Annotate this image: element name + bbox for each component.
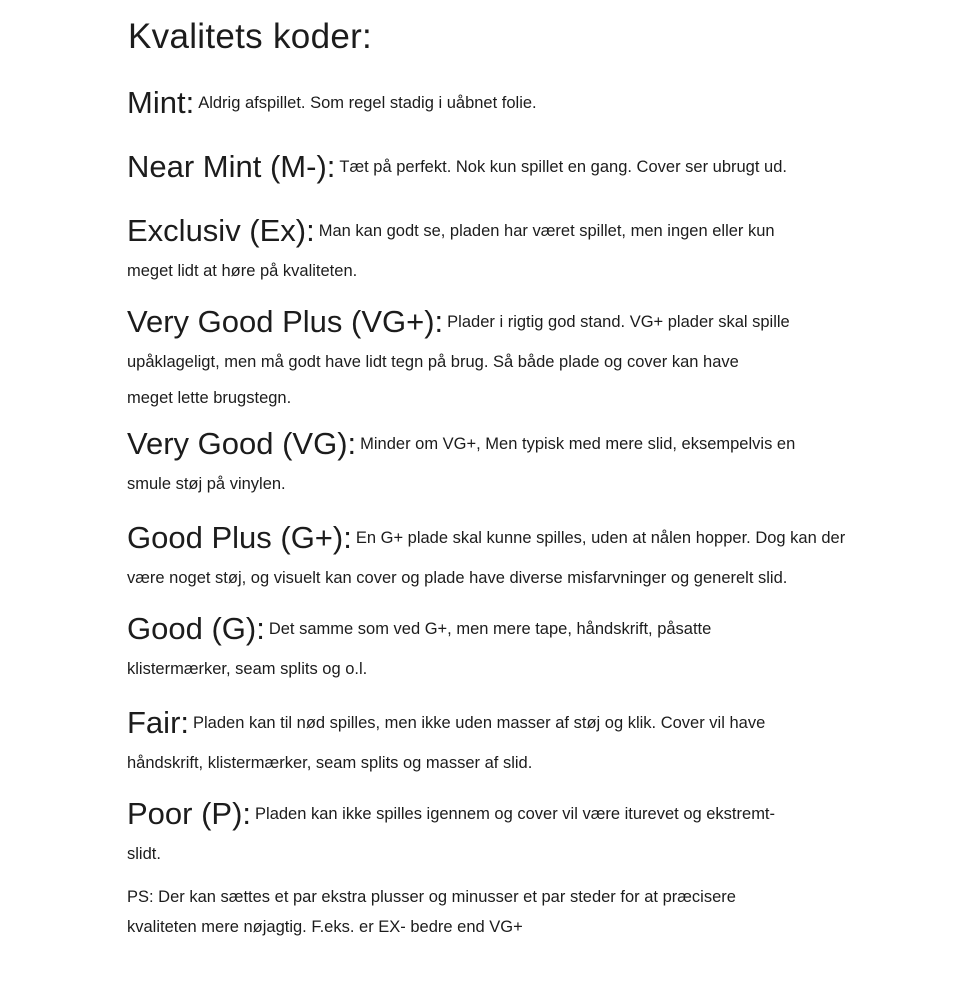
quality-code-entry [127,516,927,596]
quality-code-entry [127,792,927,872]
quality-code-entry [127,81,927,125]
quality-description-line: meget lette brugstegn. [127,389,292,407]
quality-description: Det samme som ved G+, men mere tape, håndskrift, påsatte [268,620,712,638]
quality-description: Tæt på perfekt. Nok kun spillet en gang. Cover ser ubrugt ud. [339,158,787,176]
postscript-line: PS: Der kan sættes et par ekstra plusser og minusser et par steder for at præcisere [127,888,736,906]
quality-description: Pladen kan til nød spilles, men ikke uden masser af støj og klik. Cover vil have [193,714,766,732]
quality-description: Plader i rigtig god stand. VG+ plader skal spille [447,313,790,331]
quality-code-entry [127,701,927,781]
quality-code-entry [127,422,927,502]
quality-description: Pladen kan ikke spilles igennem og cover vil være iturevet og ekstremt- [255,805,776,823]
quality-code-entry [127,209,927,289]
quality-description-line: være noget støj, og visuelt kan cover og plade have diverse misfarvninger og generelt slid. [127,569,788,587]
quality-term: Mint: [127,85,195,120]
quality-description-line: upåklageligt, men må godt have lidt tegn på brug. Så både plade og cover kan have [127,353,739,371]
postscript [127,882,736,942]
quality-description: Aldrig afspillet. Som regel stadig i uåbnet folie. [198,94,537,112]
quality-term: Exclusiv (Ex): [127,213,315,248]
quality-description-line: klistermærker, seam splits og o.l. [127,660,368,678]
quality-description: Minder om VG+, Men typisk med mere slid, eksempelvis en [360,435,796,453]
quality-term: Fair: [127,705,189,740]
quality-code-entry [127,145,927,189]
quality-term: Good (G): [127,611,265,646]
quality-term: Near Mint (M-): [127,149,336,184]
quality-code-entry [127,607,927,687]
quality-description-line: håndskrift, klistermærker, seam splits og masser af slid. [127,754,533,772]
quality-term: Poor (P): [127,796,252,831]
quality-term: Very Good (VG): [127,426,357,461]
quality-description-line: slidt. [127,845,161,863]
quality-description: Man kan godt se, pladen har været spillet, men ingen eller kun [318,222,775,240]
quality-term: Good Plus (G+): [127,520,352,555]
page-title: Kvalitets koder: [128,17,373,56]
quality-description-line: meget lidt at høre på kvaliteten. [127,262,358,280]
quality-code-entry [127,300,927,416]
quality-term: Very Good Plus (VG+): [127,304,444,339]
quality-description: En G+ plade skal kunne spilles, uden at nålen hopper. Dog kan der [355,529,846,547]
postscript-line: kvaliteten mere nøjagtig. F.eks. er EX- bedre end VG+ [127,918,523,936]
quality-description-line: smule støj på vinylen. [127,475,286,493]
